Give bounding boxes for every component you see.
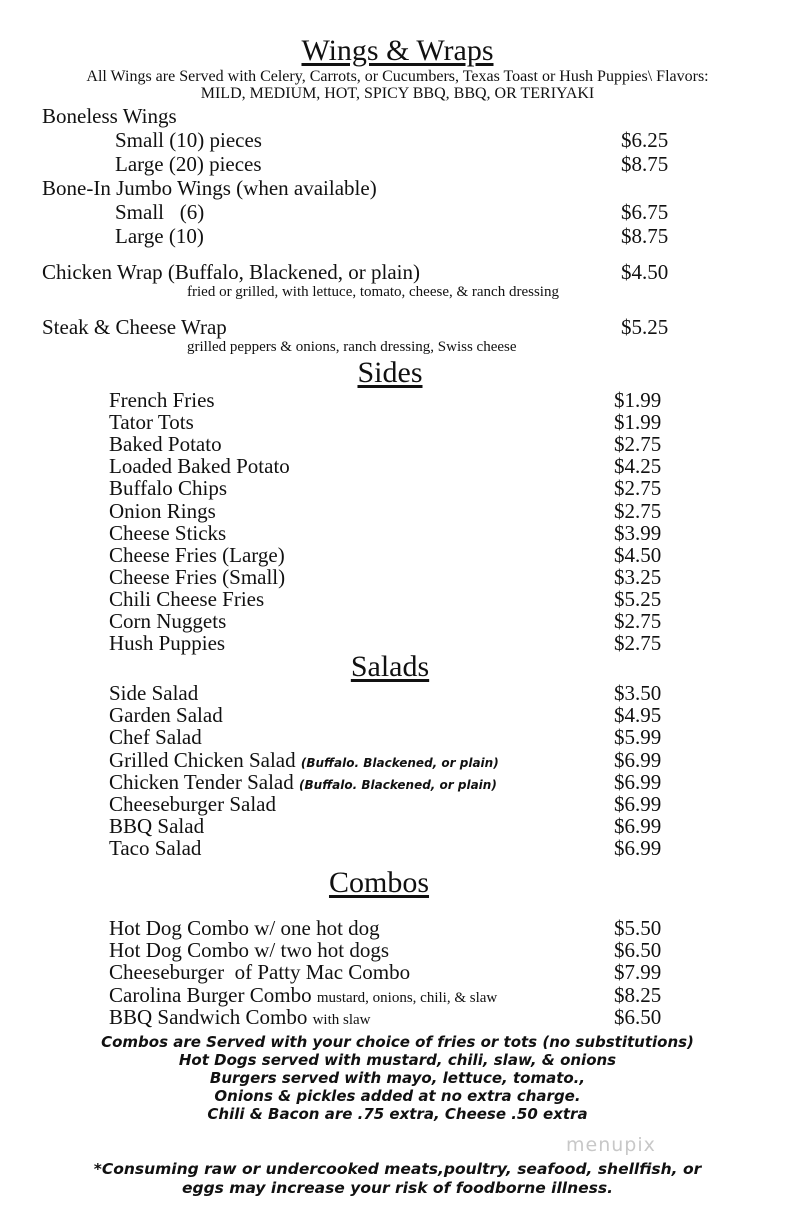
side-item-name: Buffalo Chips — [109, 476, 228, 501]
combo-item-name: Hot Dog Combo w/ two hot dogs — [109, 938, 390, 963]
side-item-name: French Fries — [109, 388, 215, 412]
salad-item — [109, 836, 201, 861]
bonein-heading: Bone-In Jumbo Wings (when available) — [42, 176, 377, 200]
side-item-name: Loaded Baked Potato — [109, 454, 290, 479]
side-item-name: Hush Puppies — [109, 631, 226, 656]
side-item-price: $3.99 — [614, 520, 662, 545]
side-item-name: Tator Tots — [109, 410, 194, 435]
side-item-price: $5.25 — [614, 586, 662, 611]
side-item-name: Chili Cheese Fries — [109, 586, 265, 611]
salad-item-name: Garden Salad — [109, 703, 223, 728]
combo-item-price: $8.25 — [614, 982, 662, 1007]
wings-title: Wings & Wraps — [301, 34, 494, 67]
salad-item-note: (Buffalo. Blackened, or plain) — [299, 777, 497, 792]
bonein-large: Large (10) — [115, 224, 204, 248]
combo-item — [109, 1005, 371, 1030]
bonein-large-price: $8.75 — [621, 224, 669, 248]
combo-item-price: $6.50 — [614, 938, 662, 963]
salad-item-name: Grilled Chicken Salad — [109, 747, 296, 772]
salad-item-price: $6.99 — [614, 814, 662, 839]
side-item-price: $3.25 — [614, 564, 662, 589]
combo-note-line: Onions & pickles added at no extra charge. — [214, 1087, 581, 1105]
salad-item-price: $6.99 — [614, 769, 662, 794]
salad-item-name: Chicken Tender Salad — [109, 769, 294, 794]
combo-item-name: BBQ Sandwich Combo — [109, 1004, 308, 1029]
disclaimer-line: *Consuming raw or undercooked meats,poultry, seafood, shellfish, or — [93, 1160, 702, 1178]
disclaimer-line: eggs may increase your risk of foodborne illness. — [181, 1179, 614, 1197]
chicken-wrap: Chicken Wrap (Buffalo, Blackened, or plain) — [42, 260, 421, 284]
boneless-large: Large (20) pieces — [115, 152, 262, 176]
side-item-name: Corn Nuggets — [109, 609, 227, 633]
combo-item-name: Carolina Burger Combo — [109, 982, 312, 1007]
combo-note-line: Hot Dogs served with mustard, chili, slaw, & onions — [178, 1051, 617, 1069]
boneless-large-price: $8.75 — [621, 152, 669, 176]
side-item-price: $2.75 — [614, 498, 662, 523]
combo-note-line: Chili & Bacon are .75 extra, Cheese .50 extra — [207, 1105, 588, 1123]
combo-item-price: $7.99 — [614, 960, 662, 985]
chicken-wrap-desc: fried or grilled, with lettuce, tomato, cheese, & ranch dressing — [187, 284, 559, 300]
side-item-name: Baked Potato — [109, 432, 222, 457]
side-item-name: Cheese Fries (Small) — [109, 564, 286, 589]
salad-item-name: Chef Salad — [109, 725, 202, 750]
steak-wrap-price: $5.25 — [621, 315, 669, 339]
side-item-name: Cheese Sticks — [109, 520, 227, 545]
side-item-price: $1.99 — [614, 388, 662, 412]
sides-title: Sides — [357, 356, 423, 389]
combo-item-desc: mustard, onions, chili, & slaw — [316, 989, 498, 1006]
side-item-price: $4.50 — [614, 542, 662, 567]
salad-item-price: $3.50 — [614, 681, 662, 705]
boneless-small: Small (10) pieces — [115, 128, 262, 152]
bonein-small: Small (6) — [115, 200, 205, 224]
combo-item-price: $5.50 — [614, 916, 662, 940]
salad-item-name: Cheeseburger Salad — [109, 792, 276, 816]
chicken-wrap-price: $4.50 — [621, 260, 669, 284]
combo-item-name: Hot Dog Combo w/ one hot dog — [109, 916, 380, 940]
salad-item-name: BBQ Salad — [109, 814, 205, 839]
steak-wrap-desc: grilled peppers & onions, ranch dressing, Swiss cheese — [187, 339, 517, 355]
combo-item-name: Cheeseburger of Patty Mac Combo — [109, 960, 411, 985]
salad-item-price: $4.95 — [614, 703, 662, 728]
wings-intro-line2: MILD, MEDIUM, HOT, SPICY BBQ, BBQ, OR TERIYAKI — [200, 85, 595, 102]
salad-item-price: $5.99 — [614, 725, 662, 750]
bonein-small-price: $6.75 — [621, 200, 669, 224]
salads-title: Salads — [350, 650, 430, 683]
salad-item-price: $6.99 — [614, 747, 662, 772]
steak-wrap: Steak & Cheese Wrap — [42, 315, 227, 339]
side-item-name: Onion Rings — [109, 498, 216, 523]
salad-item-name: Side Salad — [109, 681, 199, 705]
side-item-name: Cheese Fries (Large) — [109, 542, 285, 567]
salad-item-name: Taco Salad — [109, 836, 202, 861]
side-item-price: $4.25 — [614, 454, 662, 479]
combo-note-line: Combos are Served with your choice of fries or tots (no substitutions) — [101, 1033, 694, 1051]
boneless-small-price: $6.25 — [621, 128, 669, 152]
side-item-price: $2.75 — [614, 631, 662, 656]
salad-item-price: $6.99 — [614, 836, 662, 861]
side-item-price: $2.75 — [614, 432, 662, 457]
salad-item-price: $6.99 — [614, 792, 662, 816]
combos-title: Combos — [328, 866, 430, 899]
side-item-price: $2.75 — [614, 476, 662, 501]
menupix-watermark: menupix — [566, 1134, 656, 1156]
combo-note-line: Burgers served with mayo, lettuce, tomato., — [209, 1069, 586, 1087]
combo-item-price: $6.50 — [614, 1004, 662, 1029]
salad-item-note: (Buffalo. Blackened, or plain) — [300, 755, 499, 770]
wings-intro-line1: All Wings are Served with Celery, Carrots, or Cucumbers, Texas Toast or Hush Puppies\ Flavors: — [86, 68, 709, 85]
boneless-heading: Boneless Wings — [42, 104, 177, 128]
side-item-price: $1.99 — [614, 410, 662, 435]
combo-item-desc: with slaw — [312, 1011, 371, 1028]
side-item-price: $2.75 — [614, 609, 662, 633]
